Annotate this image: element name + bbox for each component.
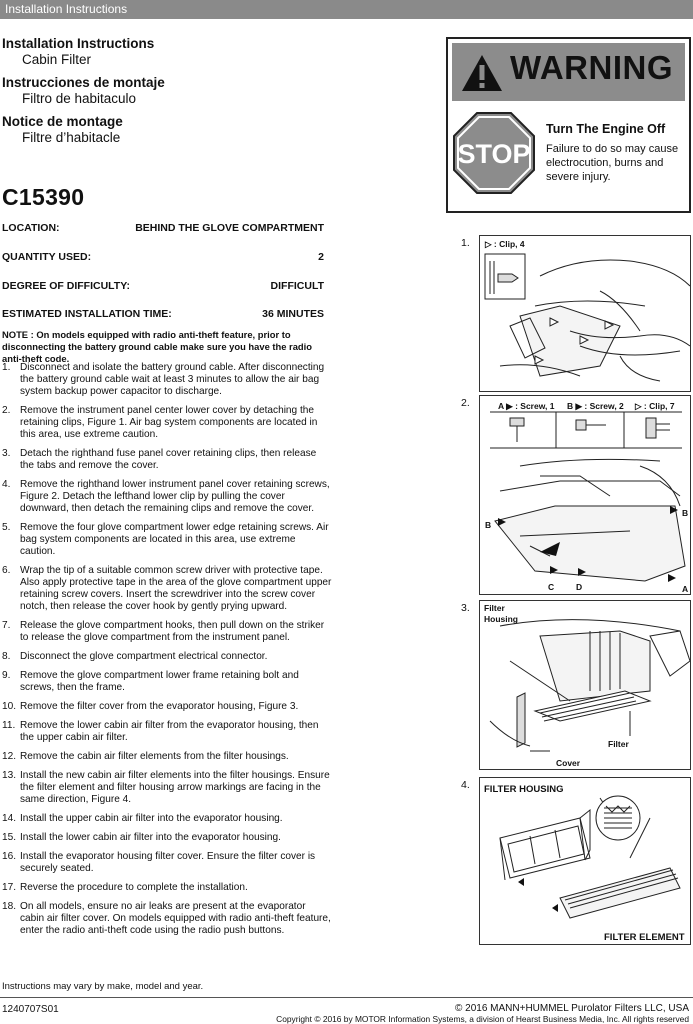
note: NOTE : On models equipped with radio anti-theft feature, prior to disconnecting the battery ground cable make sure you have the radio anti-theft code. xyxy=(2,329,312,364)
step-number: 6. xyxy=(2,565,11,576)
spec-value: DIFFICULT xyxy=(270,280,324,292)
step-text: Remove the cabin air filter elements from the filter housings. xyxy=(20,751,289,762)
step-item xyxy=(2,362,332,398)
figure-2-screw-a-label: A ▶ : Screw, 1 xyxy=(498,401,555,411)
spec-value: 36 MINUTES xyxy=(262,308,324,320)
step-item xyxy=(2,405,332,441)
step-number: 2. xyxy=(2,405,11,416)
figure-2-drawing xyxy=(480,396,691,595)
figure-2-number: 2. xyxy=(461,397,470,409)
title-main: Notice de montage xyxy=(2,114,123,129)
figure-1-number: 1. xyxy=(461,237,470,249)
step-item xyxy=(2,701,332,713)
spec-key: ESTIMATED INSTALLATION TIME: xyxy=(2,308,172,320)
figure-2-mark-b: B xyxy=(485,520,492,530)
figure-2-clip-label: ▷ : Clip, 7 xyxy=(635,401,675,411)
step-number: 15. xyxy=(2,832,17,843)
figure-1-clip-label: ▷ : Clip, 4 xyxy=(485,239,525,249)
step-text: Wrap the tip of a suitable common screw driver with protective tape. Also apply protective tape in the area of the glove compartment upper retaining screw covers. Insert the screwdriver into the screw cover notch, then release the cover hook by gently prying upward. xyxy=(20,565,332,612)
figure-4-number: 4. xyxy=(461,779,470,791)
part-number: C15390 xyxy=(2,184,85,210)
spec-value: 2 xyxy=(318,251,324,263)
figure-3-filter-housing-label: Filter Housing xyxy=(484,603,518,624)
title-main: Instrucciones de montaje xyxy=(2,75,165,90)
step-item xyxy=(2,882,332,894)
spec-key: DEGREE OF DIFFICULTY: xyxy=(2,280,130,292)
step-text: Remove the four glove compartment lower edge retaining screws. Air bag system components are located in this area, use extreme caution. xyxy=(20,522,329,557)
step-text: Release the glove compartment hooks, then pull down on the striker to release the glove compartment from the instrument panel. xyxy=(20,620,325,643)
step-text: Reverse the procedure to complete the installation. xyxy=(20,882,248,893)
warning-title: Turn The Engine Off xyxy=(546,122,666,136)
step-number: 9. xyxy=(2,670,11,681)
footer-code: 1240707S01 xyxy=(2,1004,59,1015)
title-sub: Cabin Filter xyxy=(22,52,92,67)
step-text: Detach the righthand fuse panel cover retaining clips, then release the tabs and remove the cover. xyxy=(20,448,317,471)
step-item xyxy=(2,522,332,558)
step-number: 14. xyxy=(2,813,17,824)
step-number: 4. xyxy=(2,479,11,490)
stop-sign-icon xyxy=(452,111,536,195)
figure-2-mark-a: A xyxy=(682,584,689,594)
warning-heading: WARNING xyxy=(510,49,673,86)
header-title: Installation Instructions xyxy=(5,2,128,16)
warning-body: Failure to do so may cause electrocution, burns and severe injury. xyxy=(546,143,679,183)
figure-1-drawing xyxy=(480,236,691,392)
step-item xyxy=(2,448,332,472)
figure-1 xyxy=(479,235,691,392)
figure-3 xyxy=(479,600,691,770)
figure-3-filter-label: Filter xyxy=(608,739,629,749)
spec-key: QUANTITY USED: xyxy=(2,251,92,263)
step-text: Remove the filter cover from the evaporator housing, Figure 3. xyxy=(20,701,299,712)
footer-copyright-motor: Copyright © 2016 by MOTOR Information Systems, a division of Hearst Business Media, Inc. All rights reserved xyxy=(276,1014,689,1024)
step-item xyxy=(2,770,332,806)
figure-4-filter-housing-label: FILTER HOUSING xyxy=(484,784,564,795)
title-group-fr xyxy=(2,114,422,146)
step-item xyxy=(2,670,332,694)
step-item xyxy=(2,651,332,663)
figure-3-number: 3. xyxy=(461,602,470,614)
step-item xyxy=(2,720,332,744)
title-group-en xyxy=(2,36,422,68)
step-item xyxy=(2,620,332,644)
figure-3-drawing xyxy=(480,601,691,770)
spec-value: BEHIND THE GLOVE COMPARTMENT xyxy=(135,222,324,234)
warning-triangle-icon xyxy=(460,53,504,93)
step-text: Install the evaporator housing filter cover. Ensure the filter cover is securely seated. xyxy=(20,851,316,874)
figure-4 xyxy=(479,777,691,945)
title-block xyxy=(2,36,422,153)
figure-2-mark-b: B xyxy=(682,508,689,518)
warning-header xyxy=(452,43,685,101)
stop-text: STOP xyxy=(457,139,531,169)
step-number: 13. xyxy=(2,770,17,781)
step-item xyxy=(2,565,332,613)
step-text: Remove the glove compartment lower frame retaining bolt and screws, then the frame. xyxy=(20,670,299,693)
step-item xyxy=(2,901,332,937)
step-number: 8. xyxy=(2,651,11,662)
step-text: Install the upper cabin air filter into the evaporator housing. xyxy=(20,813,283,824)
figure-3-cover-label: Cover xyxy=(556,758,581,768)
title-group-es xyxy=(2,75,422,107)
step-number: 3. xyxy=(2,448,11,459)
step-text: Install the new cabin air filter elements into the filter housings. Ensure the filter element and filter housing arrow markings are facing in the same direction, Figure 4. xyxy=(20,770,330,805)
footer-divider xyxy=(0,997,693,998)
step-number: 5. xyxy=(2,522,11,533)
step-text: Remove the righthand lower instrument panel cover retaining screws, Figure 2. Detach the lefthand lower clip by pulling the cover downward, then detach the remaining clips and remove the cover. xyxy=(20,479,330,514)
figure-2-mark-d: D xyxy=(576,582,583,592)
step-text: Install the lower cabin air filter into the evaporator housing. xyxy=(20,832,281,843)
step-text: Disconnect and isolate the battery ground cable. After disconnecting the battery ground cable wait at least 3 minutes to allow the air bag system backup power capacitor to discharge. xyxy=(20,362,325,397)
figure-4-drawing xyxy=(480,778,691,945)
title-main: Installation Instructions xyxy=(2,36,155,51)
title-sub: Filtro de habitaculo xyxy=(22,91,137,106)
step-item xyxy=(2,751,332,763)
step-text: Remove the lower cabin air filter from the evaporator housing, then the upper cabin air filter. xyxy=(20,720,319,743)
step-number: 12. xyxy=(2,751,17,762)
step-number: 1. xyxy=(2,362,11,373)
spec-key: LOCATION: xyxy=(2,222,60,234)
header-bar xyxy=(0,0,693,19)
figure-2-screw-b-label: B ▶ : Screw, 2 xyxy=(567,401,624,411)
step-number: 7. xyxy=(2,620,11,631)
step-number: 11. xyxy=(2,720,16,731)
step-text: Remove the instrument panel center lower cover by detaching the retaining clips, Figure 1. Air bag system components are located in this area, use extreme caution. xyxy=(20,405,318,440)
step-item xyxy=(2,832,332,844)
step-text: On all models, ensure no air leaks are present at the evaporator cabin air filter cover. On models equipped with radio anti-theft feature, enter the radio anti-theft code using the radio push buttons. xyxy=(20,901,331,936)
step-text: Disconnect the glove compartment electrical connector. xyxy=(20,651,268,662)
step-item xyxy=(2,479,332,515)
figure-2-mark-c: C xyxy=(548,582,555,592)
figure-2 xyxy=(479,395,691,595)
steps-list xyxy=(2,362,332,944)
step-number: 17. xyxy=(2,882,17,893)
warning-box xyxy=(446,37,691,213)
step-number: 16. xyxy=(2,851,17,862)
step-item xyxy=(2,851,332,875)
step-item xyxy=(2,813,332,825)
step-number: 18. xyxy=(2,901,17,912)
step-number: 10. xyxy=(2,701,17,712)
footer-copyright: © 2016 MANN+HUMMEL Purolator Filters LLC, USA xyxy=(454,1003,689,1014)
title-sub: Filtre d’habitacle xyxy=(22,130,121,145)
figure-4-filter-element-label: FILTER ELEMENT xyxy=(604,932,685,943)
footnote: Instructions may vary by make, model and year. xyxy=(2,981,204,992)
